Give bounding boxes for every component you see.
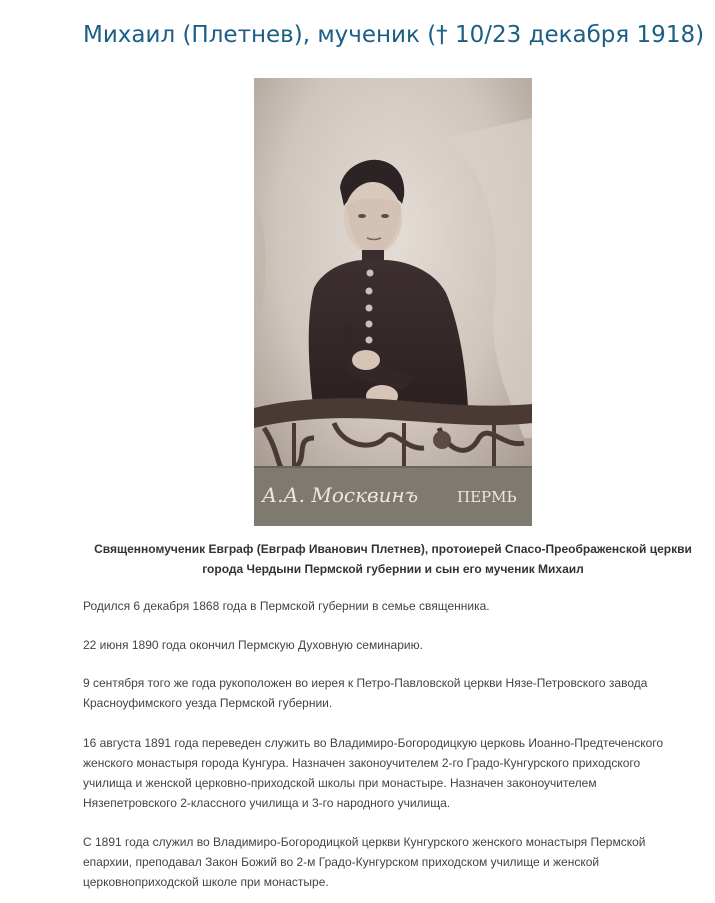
paragraph-transfer: 16 августа 1891 года переведен служить во Владимиро-Богородицкую церковь Иоанно-Предтеченского женского монастыря города Кунгура. Назначен законоучителем 2-го Градо-Кунгурского приходского училища и женской церковно-приходской школы при монастыре. Назначен законоучителем Нязепетровского 2-классного училища и 3-го народного училища. <box>83 736 664 810</box>
studio-mark: А.А. Москвинъ <box>262 483 419 507</box>
paragraph-service: С 1891 года служил во Владимиро-Богородицкой церкви Кунгурского женского монастыря Пермской епархии, преподавал Закон Божий во 2-м Градо-Кунгурском приходском училище и женской церковноприходской школе при монастыре. <box>83 835 646 889</box>
city-mark: ПЕРМЬ <box>457 488 517 506</box>
paragraph-ordination: 9 сентября того же года рукоположен во иерея к Петро-Павловской церкви Нязе-Петровского завода Красноуфимского уезда Пермской губернии. <box>83 676 648 710</box>
portrait-photo <box>254 78 532 526</box>
photo-caption: Священномученик Евграф (Евграф Иванович Плетнев), протоиерей Спасо-Преображенской церкви города Чердыни Пермской губернии и сын его мученик Михаил <box>94 542 692 576</box>
page-title: Михаил (Плетнев), мученик († 10/23 декабря 1918) <box>83 22 705 48</box>
paragraph-seminary: 22 июня 1890 года окончил Пермскую Духовную семинарию. <box>83 638 423 652</box>
paragraph-birth: Родился 6 декабря 1868 года в Пермской губернии в семье священника. <box>83 599 490 613</box>
